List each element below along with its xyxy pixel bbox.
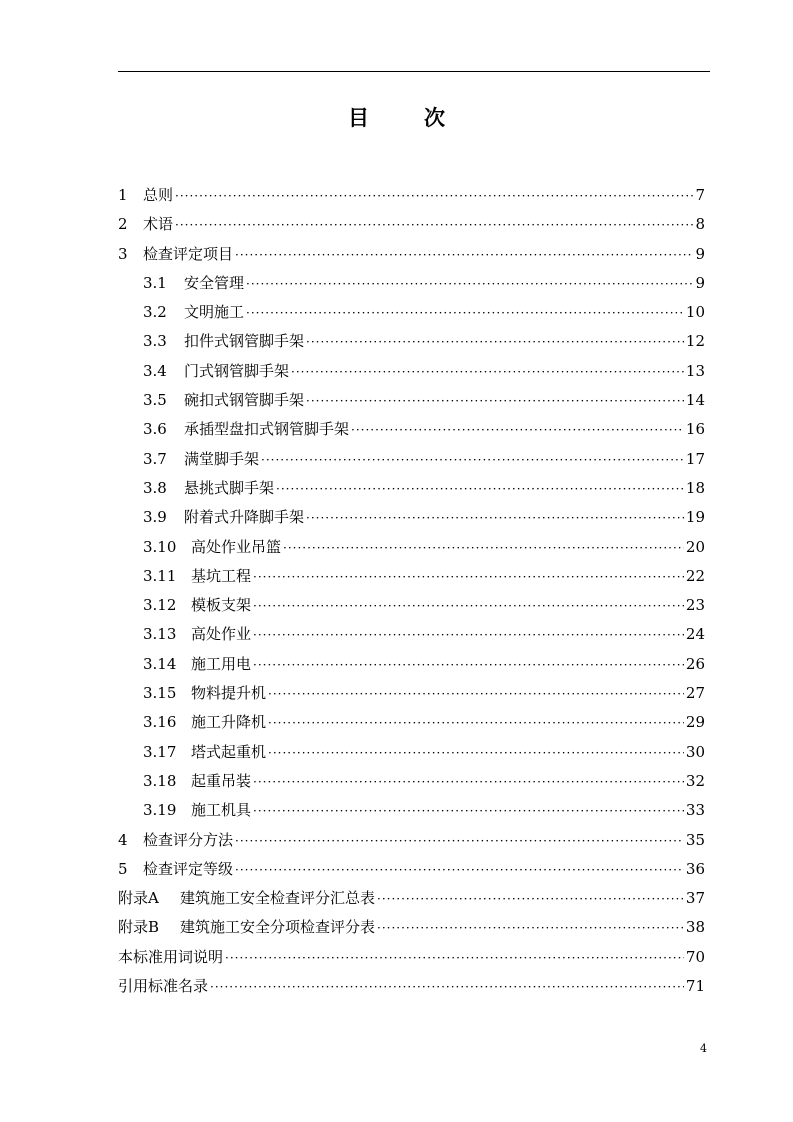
toc-entry-page: 9 bbox=[695, 244, 705, 263]
toc-entry-label: 物料提升机 bbox=[191, 684, 267, 703]
toc-entry-page: 7 bbox=[695, 186, 705, 204]
toc-entry-number: 5 bbox=[118, 859, 128, 878]
toc-entry-page: 38 bbox=[685, 918, 705, 937]
toc-entry-number: 3.18 bbox=[143, 771, 177, 790]
toc-entry[interactable] bbox=[118, 448, 705, 477]
toc-entry[interactable] bbox=[118, 770, 705, 799]
toc-entry-label: 施工用电 bbox=[191, 654, 252, 673]
toc-entry[interactable] bbox=[118, 213, 705, 242]
toc-dot-leader bbox=[246, 306, 684, 320]
toc-entry-label: 门式钢管脚手架 bbox=[184, 361, 290, 380]
toc-entry[interactable] bbox=[118, 272, 705, 301]
toc-entry-page: 18 bbox=[685, 478, 705, 497]
toc-entry-label: 模板支架 bbox=[191, 596, 252, 615]
toc-entry-label: 承插型盘扣式钢管脚手架 bbox=[184, 420, 350, 439]
toc-entry-label: 文明施工 bbox=[184, 303, 245, 322]
toc-dot-leader bbox=[291, 365, 684, 379]
toc-entry-page: 24 bbox=[685, 625, 705, 644]
toc-entry-number: 2 bbox=[118, 215, 128, 234]
toc-entry-label: 满堂脚手架 bbox=[184, 449, 260, 468]
footer-page-number: 4 bbox=[700, 1042, 707, 1055]
toc-entry-number: 3.17 bbox=[143, 742, 177, 761]
toc-entry[interactable] bbox=[118, 506, 705, 535]
toc-entry-label: 附着式升降脚手架 bbox=[184, 508, 305, 527]
toc-entry-label: 术语 bbox=[143, 215, 174, 234]
toc-dot-leader bbox=[253, 804, 684, 818]
title-char-2: 次 bbox=[424, 106, 445, 130]
toc-dot-leader bbox=[268, 746, 684, 760]
toc-entry-label: 塔式起重机 bbox=[191, 742, 267, 761]
toc-entry-page: 27 bbox=[685, 684, 705, 703]
toc-entry-page: 17 bbox=[685, 449, 705, 468]
toc-entry-number: 3.16 bbox=[143, 713, 177, 732]
toc-entry-number: 3.10 bbox=[143, 537, 177, 556]
toc-entry[interactable] bbox=[118, 360, 705, 389]
toc-entry-number: 3.14 bbox=[143, 654, 177, 673]
toc-entry-label: 起重吊装 bbox=[191, 771, 252, 790]
toc-entry[interactable] bbox=[118, 477, 705, 506]
toc-dot-leader bbox=[253, 775, 684, 789]
toc-entry-number: 4 bbox=[118, 830, 128, 849]
toc-entry-label: 总则 bbox=[143, 186, 174, 204]
toc-entry-number: 3.19 bbox=[143, 801, 177, 820]
toc-entry[interactable] bbox=[118, 418, 705, 447]
toc-entry-label: 悬挑式脚手架 bbox=[184, 478, 275, 497]
toc-entry[interactable] bbox=[118, 330, 705, 359]
toc-entry[interactable] bbox=[118, 565, 705, 594]
toc-entry[interactable] bbox=[118, 887, 705, 916]
toc-entry-page: 8 bbox=[695, 215, 705, 234]
toc-entry[interactable] bbox=[118, 975, 705, 1004]
toc-entry-number: 3.4 bbox=[143, 361, 167, 380]
toc-entry-page: 35 bbox=[685, 830, 705, 849]
toc-dot-leader bbox=[235, 863, 684, 877]
toc-entry-number: 3.11 bbox=[143, 566, 177, 585]
toc-entry[interactable] bbox=[118, 243, 705, 272]
toc-dot-leader bbox=[253, 570, 684, 584]
toc-entry-number: 3.13 bbox=[143, 625, 177, 644]
toc-entry[interactable] bbox=[118, 711, 705, 740]
toc-entry[interactable] bbox=[118, 301, 705, 330]
toc-entry-page: 70 bbox=[685, 947, 705, 966]
toc-dot-leader bbox=[175, 189, 693, 203]
toc-dot-leader bbox=[253, 628, 684, 642]
toc-entry-page: 33 bbox=[685, 801, 705, 820]
toc-entry-number: 3.8 bbox=[143, 478, 167, 497]
toc-entry-label: 检查评定等级 bbox=[143, 859, 234, 878]
toc-entry-label: 扣件式钢管脚手架 bbox=[184, 332, 305, 351]
toc-entry[interactable] bbox=[118, 829, 705, 858]
toc-entry-number: 3.6 bbox=[143, 420, 167, 439]
toc-entry-label: 基坑工程 bbox=[191, 566, 252, 585]
toc-entry-number: 附录A bbox=[118, 889, 159, 908]
toc-entry-label: 引用标准名录 bbox=[118, 977, 209, 996]
toc-dot-leader bbox=[268, 716, 684, 730]
header-rule bbox=[118, 71, 710, 72]
toc-entry[interactable] bbox=[118, 389, 705, 418]
toc-entry-page: 13 bbox=[685, 361, 705, 380]
toc-dot-leader bbox=[261, 453, 684, 467]
toc-entry-page: 20 bbox=[685, 537, 705, 556]
toc-entry-page: 23 bbox=[685, 596, 705, 615]
toc-entry-label: 碗扣式钢管脚手架 bbox=[184, 391, 305, 410]
toc-entry-number: 1 bbox=[118, 186, 128, 204]
toc-entry-number: 附录B bbox=[118, 918, 160, 937]
toc-entry-label: 安全管理 bbox=[184, 273, 245, 292]
toc-entry-page: 32 bbox=[685, 771, 705, 790]
toc-entry-number: 3.2 bbox=[143, 303, 167, 322]
toc-entry-label: 检查评分方法 bbox=[143, 830, 234, 849]
toc-entry-label: 高处作业 bbox=[191, 625, 252, 644]
toc-dot-leader bbox=[351, 423, 684, 437]
toc-entry[interactable] bbox=[118, 653, 705, 682]
toc-entry-number: 3.15 bbox=[143, 684, 177, 703]
toc-dot-leader bbox=[306, 335, 684, 349]
toc-dot-leader bbox=[253, 658, 684, 672]
toc-entry-label: 检查评定项目 bbox=[143, 244, 234, 263]
page-title bbox=[0, 102, 793, 132]
toc-dot-leader bbox=[276, 482, 684, 496]
toc-entry-page: 14 bbox=[685, 391, 705, 410]
toc-dot-leader bbox=[253, 599, 684, 613]
toc-dot-leader bbox=[175, 218, 693, 232]
toc-dot-leader bbox=[306, 394, 684, 408]
table-of-contents bbox=[118, 184, 705, 1004]
toc-entry-page: 19 bbox=[685, 508, 705, 527]
toc-dot-leader bbox=[283, 541, 684, 555]
toc-entry-page: 10 bbox=[685, 303, 705, 322]
toc-entry-number: 3.5 bbox=[143, 391, 167, 410]
title-char-1: 目 bbox=[348, 106, 369, 130]
toc-entry[interactable] bbox=[118, 858, 705, 887]
toc-entry-page: 26 bbox=[685, 654, 705, 673]
toc-dot-leader bbox=[235, 834, 684, 848]
toc-dot-leader bbox=[246, 277, 693, 291]
toc-entry[interactable] bbox=[118, 946, 705, 975]
toc-entry-label: 高处作业吊篮 bbox=[191, 537, 282, 556]
toc-entry-number: 3.9 bbox=[143, 508, 167, 527]
toc-dot-leader bbox=[377, 921, 684, 935]
toc-entry-page: 37 bbox=[685, 889, 705, 908]
toc-entry-label: 建筑施工安全检查评分汇总表 bbox=[180, 889, 376, 908]
toc-entry-number: 3.7 bbox=[143, 449, 167, 468]
toc-entry-page: 22 bbox=[685, 566, 705, 585]
toc-entry[interactable] bbox=[118, 741, 705, 770]
toc-entry-number: 3 bbox=[118, 244, 128, 263]
toc-entry[interactable] bbox=[118, 916, 705, 945]
toc-dot-leader bbox=[235, 248, 693, 262]
toc-dot-leader bbox=[225, 951, 684, 965]
toc-dot-leader bbox=[210, 980, 684, 994]
toc-entry[interactable] bbox=[118, 799, 705, 828]
toc-entry-label: 本标准用词说明 bbox=[118, 947, 224, 966]
toc-entry-page: 12 bbox=[685, 332, 705, 351]
toc-entry[interactable] bbox=[118, 623, 705, 652]
toc-dot-leader bbox=[306, 511, 684, 525]
toc-entry-page: 71 bbox=[685, 977, 705, 996]
toc-dot-leader bbox=[268, 687, 684, 701]
toc-entry-label: 建筑施工安全分项检查评分表 bbox=[180, 918, 376, 937]
toc-entry[interactable] bbox=[118, 536, 705, 565]
toc-entry-label: 施工机具 bbox=[191, 801, 252, 820]
toc-entry-page: 9 bbox=[695, 273, 705, 292]
toc-entry-number: 3.12 bbox=[143, 596, 177, 615]
toc-entry-number: 3.3 bbox=[143, 332, 167, 351]
toc-entry[interactable] bbox=[118, 594, 705, 623]
toc-entry-page: 30 bbox=[685, 742, 705, 761]
toc-entry[interactable] bbox=[118, 682, 705, 711]
toc-entry[interactable] bbox=[118, 184, 705, 213]
toc-entry-page: 36 bbox=[685, 859, 705, 878]
toc-entry-number: 3.1 bbox=[143, 273, 167, 292]
toc-entry-label: 施工升降机 bbox=[191, 713, 267, 732]
toc-entry-page: 16 bbox=[685, 420, 705, 439]
toc-entry-page: 29 bbox=[685, 713, 705, 732]
toc-dot-leader bbox=[377, 892, 684, 906]
